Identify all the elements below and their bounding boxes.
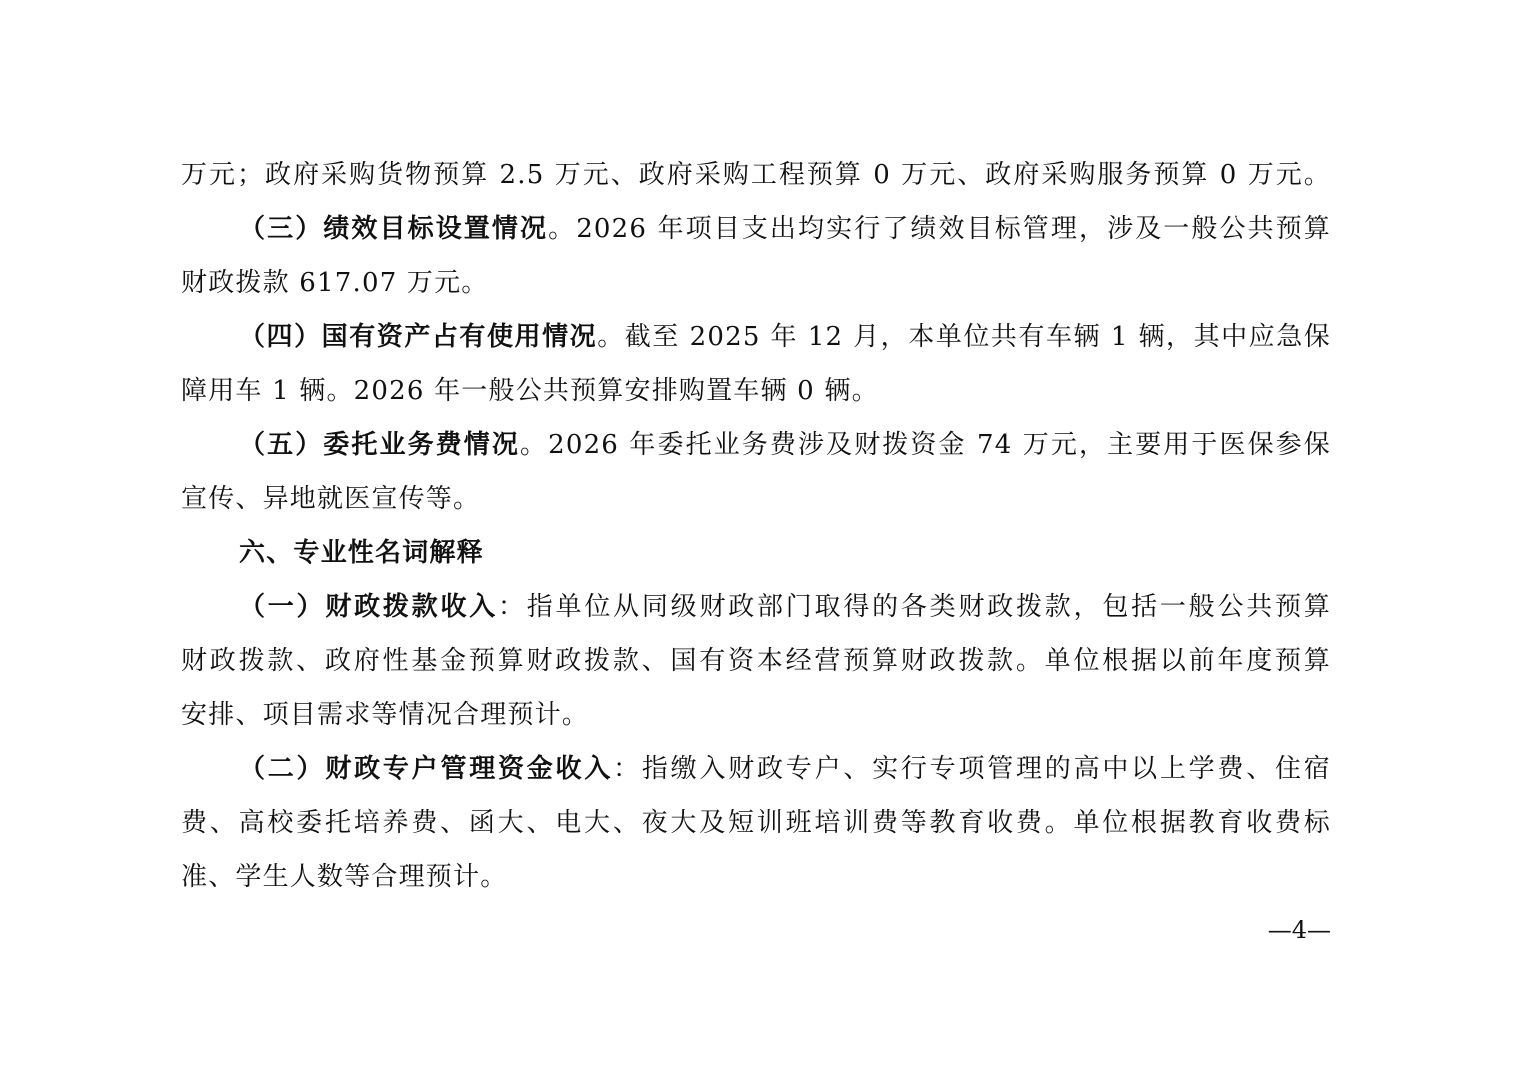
line-text: 费、高校委托培养费、函大、电大、夜大及短训班培训费等教育收费。单位根据教育收费标 bbox=[181, 808, 1331, 838]
line-text: 准、学生人数等合理预计。 bbox=[181, 862, 508, 892]
line-text: 障用车 1 辆。2026 年一般公共预算安排购置车辆 0 辆。 bbox=[181, 376, 879, 406]
paragraph-line bbox=[181, 418, 1331, 472]
line-text: 。截至 2025 年 12 月，本单位共有车辆 1 辆，其中应急保 bbox=[597, 322, 1331, 352]
line-text: 。2026 年项目支出均实行了绩效目标管理，涉及一般公共预算 bbox=[548, 214, 1331, 244]
line-text: 宣传、异地就医宣传等。 bbox=[181, 484, 481, 514]
line-text: 财政拨款 617.07 万元。 bbox=[181, 268, 489, 298]
paragraph-line bbox=[181, 688, 1331, 742]
paragraph-line bbox=[181, 256, 1331, 310]
section-label: （四）国有资产占有使用情况 bbox=[239, 322, 598, 352]
paragraph-line bbox=[181, 202, 1331, 256]
paragraph-line bbox=[181, 580, 1331, 634]
page-number: —4— bbox=[1267, 916, 1331, 944]
section-label: （五）委托业务费情况 bbox=[239, 430, 520, 460]
section-label: （三）绩效目标设置情况 bbox=[239, 214, 549, 244]
paragraph-line bbox=[181, 364, 1331, 418]
line-text: 。2026 年委托业务费涉及财拨资金 74 万元，主要用于医保参保 bbox=[519, 430, 1331, 460]
term-label: （一）财政拨款收入 bbox=[239, 592, 498, 622]
document-body bbox=[181, 148, 1331, 904]
term-label: （二）财政专户管理资金收入 bbox=[239, 754, 614, 784]
line-text: 万元；政府采购货物预算 2.5 万元、政府采购工程预算 0 万元、政府采购服务预算 0 万元。 bbox=[181, 160, 1331, 190]
line-text: 安排、项目需求等情况合理预计。 bbox=[181, 700, 590, 730]
line-text: ：指缴入财政专户、实行专项管理的高中以上学费、住宿 bbox=[613, 754, 1331, 784]
line-text: 财政拨款、政府性基金预算财政拨款、国有资本经营预算财政拨款。单位根据以前年度预算 bbox=[181, 646, 1331, 676]
line-text: ：指单位从同级财政部门取得的各类财政拨款，包括一般公共预算 bbox=[498, 592, 1331, 622]
paragraph-line bbox=[181, 148, 1331, 202]
paragraph-line bbox=[181, 310, 1331, 364]
paragraph-line bbox=[181, 850, 1331, 904]
paragraph-line bbox=[181, 742, 1331, 796]
section-heading bbox=[181, 526, 1331, 580]
paragraph-line bbox=[181, 796, 1331, 850]
paragraph-line bbox=[181, 472, 1331, 526]
paragraph-line bbox=[181, 634, 1331, 688]
heading-text: 六、专业性名词解释 bbox=[239, 538, 484, 568]
